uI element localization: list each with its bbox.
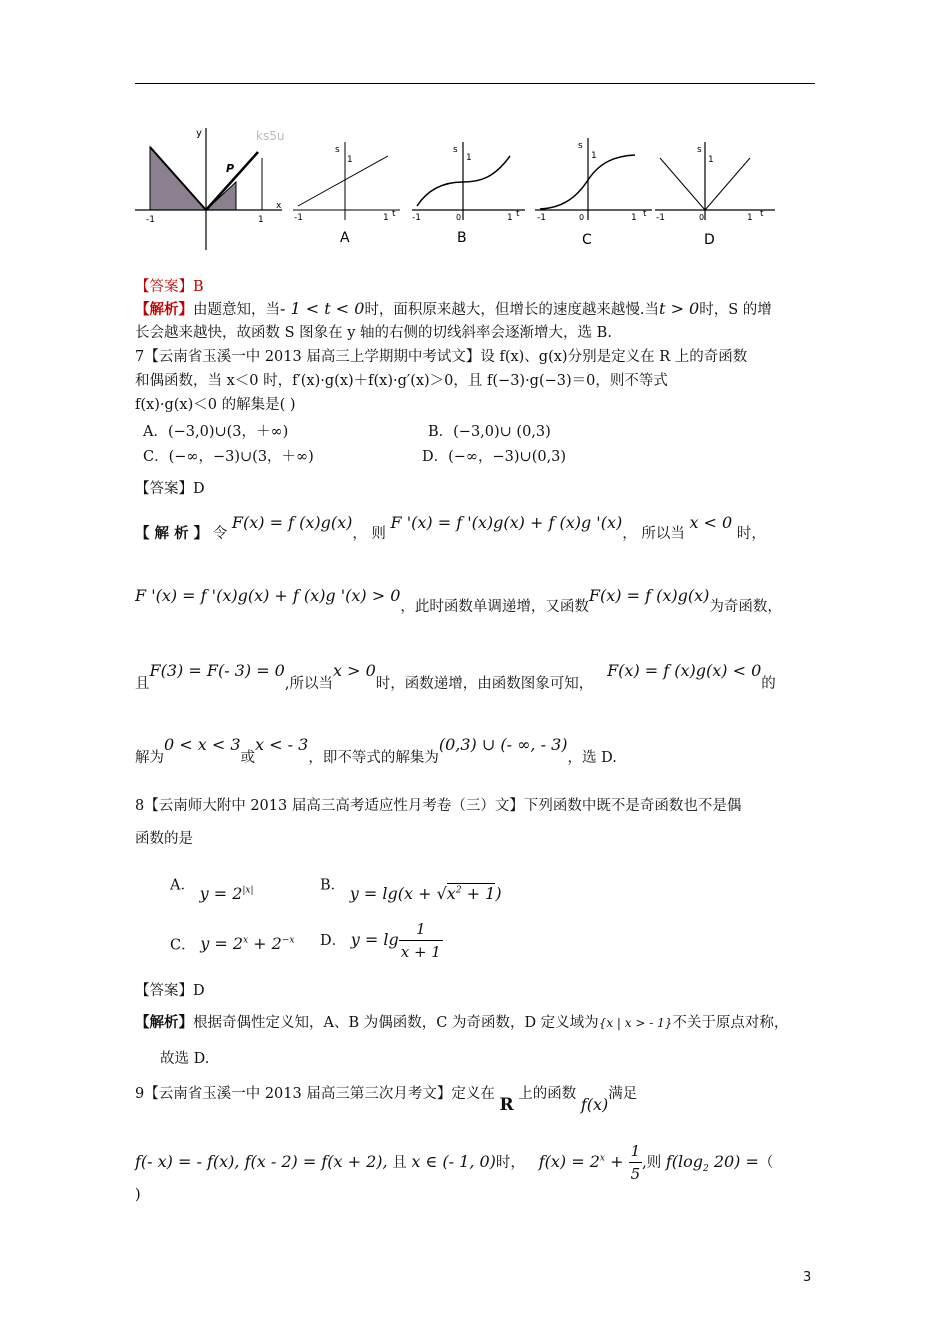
text: 时，S 的增 (699, 302, 772, 318)
figure-panel (130, 120, 790, 260)
math: F '(x) = f '(x)g(x) + f (x)g '(x) (390, 513, 623, 532)
math: x (446, 884, 456, 904)
q8-option-c (170, 930, 294, 956)
q7-analysis-line4 (135, 735, 617, 769)
answer-tag: 【答案】 (135, 481, 193, 497)
q8-option-a (170, 870, 254, 904)
point-p-label: P (226, 162, 235, 175)
q6-answer (135, 276, 204, 298)
text: ,则 (642, 1155, 662, 1171)
axis-s-label: s (453, 145, 458, 155)
fraction-denominator: x + 1 (400, 943, 441, 961)
math: F(x) = f (x)g(x) (231, 513, 353, 532)
tick-neg1: -1 (412, 213, 421, 223)
option-tag: D． (320, 933, 347, 949)
q7-option-b: B．(−3,0)∪ (0,3) (428, 424, 551, 440)
axis-t-label: t (516, 209, 520, 219)
math: + 1 (461, 884, 496, 904)
math: 20) = (708, 1152, 759, 1171)
text: ，选 D. (567, 750, 617, 766)
tick-1: 1 (258, 215, 264, 225)
figure-original (135, 128, 284, 250)
watermark: ks5u (256, 129, 285, 143)
text: 上的函数 (518, 1086, 577, 1102)
page-number: 3 (803, 1270, 812, 1285)
tick-1: 1 (507, 213, 513, 223)
text: 时， (736, 526, 766, 542)
math: - 1 < t < 0 (280, 299, 365, 318)
math: y = lg(x + (349, 884, 437, 904)
q8-option-b: B． $y = \lg(x + √x^2 + 1)$ (320, 877, 502, 904)
math: x < - 3 (255, 735, 309, 754)
math-sup: x (243, 936, 249, 946)
tick-neg1: -1 (146, 215, 155, 225)
axis-t-label: t (760, 209, 764, 219)
q9-stem-line1 (135, 1082, 638, 1115)
math-sub: 2 (703, 1164, 709, 1175)
math: F(x) = f (x)g(x) (588, 586, 710, 605)
q8-option-d (320, 918, 443, 963)
q8-analysis-line1 (135, 1012, 788, 1034)
math-sup: −x (281, 936, 295, 946)
text: 或 (240, 750, 256, 766)
tick-0: 0 (579, 213, 585, 222)
text: 不关于原点对称， (672, 1015, 789, 1031)
axis-s-label: s (697, 145, 702, 155)
answer-tag: 【答案】 (135, 983, 193, 999)
math: f(- x) = - f(x), f(x - 2) = f(x + 2), (135, 1152, 388, 1171)
q7-analysis-line3 (135, 661, 776, 695)
text: ， 则 (352, 526, 386, 542)
q7-analysis-line2 (135, 586, 782, 618)
answer-value: D (193, 983, 205, 999)
math: {x | x > - 1} (598, 1016, 673, 1030)
math: F(x) = f (x)g(x) < 0 (607, 661, 762, 680)
tick-1: 1 (591, 151, 597, 161)
analysis-tag: 【解析】 (135, 301, 193, 318)
q7-stem-line2: 和偶函数，当 x＜0 时，f′(x)·g(x)＋f(x)·g′(x)＞0，且 f(−3)·g(−3)＝0，则不等式 (135, 373, 668, 389)
text: 时，函数递增，由函数图象可知， (375, 676, 594, 692)
math: ) (495, 884, 502, 904)
math-sup: |x| (242, 886, 254, 896)
text: 满足 (608, 1086, 638, 1102)
tick-1: 1 (466, 153, 472, 163)
q9-stem-line2 (135, 1140, 773, 1185)
q8-stem-line2: 函数的是 (135, 831, 193, 847)
tick-neg1: -1 (656, 213, 665, 223)
math: x < 0 (689, 513, 733, 532)
math: f(log (665, 1152, 703, 1171)
tick-neg1: -1 (294, 213, 303, 223)
fraction-numerator: 1 (629, 1140, 643, 1163)
q8-analysis-line2: 故选 D. (160, 1051, 210, 1067)
math-sup: x (599, 1153, 605, 1164)
text: 根据奇偶性定义知，A、B 为偶函数，C 为奇函数，D 定义域为 (193, 1015, 599, 1031)
math: + (605, 1152, 629, 1171)
tick-1: 1 (708, 155, 714, 165)
text: ,所以当 (284, 676, 333, 692)
text: 的 (761, 676, 776, 692)
axis-t-label: t (643, 209, 647, 219)
tick-1: 1 (631, 213, 637, 223)
q7-option-c: C．(−∞，−3)∪(3，＋∞) (143, 449, 314, 465)
text: 由题意知，当 (193, 302, 280, 318)
q7-analysis-line1 (135, 513, 766, 545)
axis-t-label: t (392, 209, 396, 219)
tick-neg1: -1 (537, 213, 546, 223)
text: 时， (495, 1155, 525, 1171)
tick-0: 0 (699, 213, 705, 222)
option-tag: C． (170, 937, 196, 954)
figure-label-c: C (582, 232, 592, 248)
q7-option-a: A．(−3,0)∪(3，＋∞) (143, 424, 289, 440)
figure-b (412, 142, 525, 246)
axis-x-label: x (276, 201, 282, 211)
text: 令 (212, 526, 228, 542)
math-sup: 2 (455, 886, 462, 896)
figure-label-d: D (704, 232, 715, 248)
q7-answer (135, 478, 205, 500)
text: 且 (135, 676, 150, 692)
axis-s-label: s (578, 141, 583, 151)
math: t > 0 (659, 299, 700, 318)
math: 0 < x < 3 (164, 735, 241, 754)
option-tag: B． (320, 877, 346, 894)
q9-stem-line3: ) (135, 1187, 141, 1203)
math: y = lg (350, 930, 399, 949)
figure-label-a: A (340, 230, 350, 246)
math: F '(x) = f '(x)g(x) + f (x)g '(x) > 0 (135, 586, 401, 605)
figure-c (535, 138, 652, 248)
analysis-tag: 【解析】 (135, 1014, 193, 1031)
tick-1: 1 (747, 213, 753, 223)
q6-analysis-line2: 长会越来越快，故函数 S 图象在 y 轴的右侧的切线斜率会逐渐增大，选 B. (135, 325, 612, 341)
math: f(x) (580, 1095, 609, 1114)
text: 且 (392, 1155, 407, 1171)
fraction-numerator: 1 (399, 918, 443, 941)
figure-d (655, 142, 775, 248)
answer-tag: 【答案】 (135, 279, 193, 295)
tick-1: 1 (383, 213, 389, 223)
math: + 2 (248, 934, 282, 954)
math: f(x) = 2 (538, 1152, 600, 1171)
tick-1: 1 (347, 155, 353, 165)
analysis-tag: 【 解 析 】 (135, 525, 209, 542)
math: F(3) = F(- 3) = 0 (149, 661, 285, 680)
q8-stem-line1: 8【云南师大附中 2013 届高三高考适应性月考卷（三）文】下列函数中既不是奇函数也不是偶 (135, 798, 742, 814)
q7-stem-line1: 7【云南省玉溪一中 2013 届高三上学期期中考试文】设 f(x)、g(x)分别是定义在 R 上的奇函数 (135, 349, 748, 365)
math: (0,3) ∪ (- ∞, - 3) (438, 735, 568, 754)
tick-0: 0 (456, 213, 462, 222)
option-tag: A． (170, 877, 195, 894)
text: （ (758, 1155, 774, 1171)
answer-value: B (193, 279, 204, 295)
q6-analysis-line1 (135, 298, 772, 321)
math: x > 0 (332, 661, 376, 680)
text: ， 所以当 (622, 526, 685, 542)
figure-a (293, 142, 400, 246)
text: 为奇函数， (709, 599, 782, 615)
text: 9【云南省玉溪一中 2013 届高三第三次月考文】定义在 (135, 1086, 495, 1102)
q7-option-d: D．(−∞，−3)∪(0,3) (422, 449, 567, 465)
text: ，即不等式的解集为 (308, 750, 439, 766)
text: 解为 (135, 750, 164, 766)
math: y = 2 (200, 934, 244, 954)
figure-label-b: B (457, 230, 467, 246)
q8-answer (135, 980, 205, 1002)
axis-s-label: s (335, 145, 340, 155)
fraction-denominator: 5 (630, 1165, 641, 1183)
answer-value: D (193, 481, 205, 497)
text: 时，面积原来越大，但增长的速度越来越慢.当 (364, 302, 660, 318)
math: y = 2 (199, 884, 243, 904)
math-set-R: R (499, 1095, 514, 1115)
axis-y-label: y (196, 128, 202, 139)
header-rule (135, 83, 815, 84)
text: ，此时函数单调递增，又函数 (400, 599, 589, 615)
q7-stem-line3: f(x)·g(x)＜0 的解集是( ) (135, 397, 296, 413)
math: x ∈ (- 1, 0) (411, 1152, 496, 1171)
